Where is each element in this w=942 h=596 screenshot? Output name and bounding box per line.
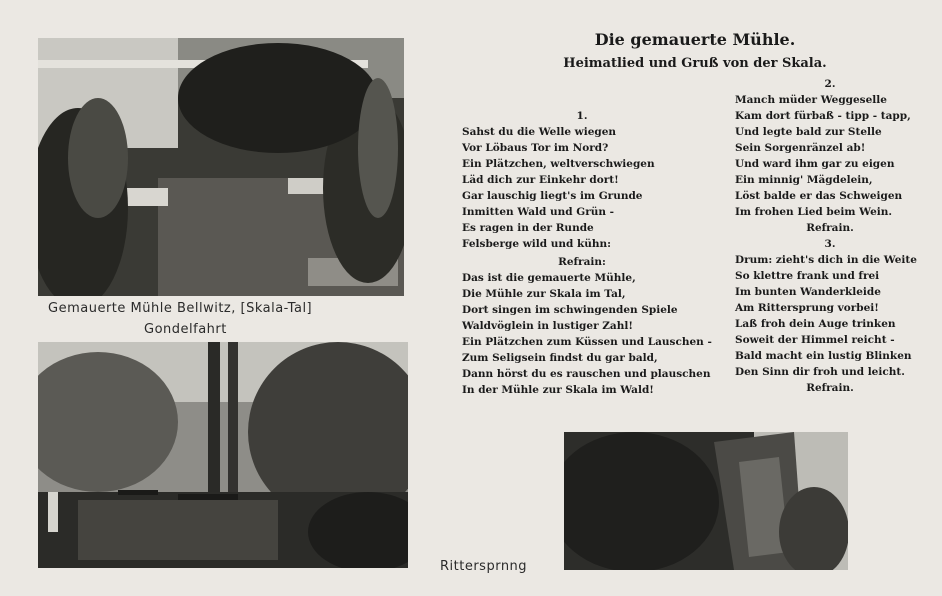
verse-line: Sahst du die Welle wiegen [462, 126, 617, 138]
verse-line: Sein Sorgenränzel ab! [735, 142, 866, 154]
poem-title: Die gemauerte Mühle. [594, 30, 796, 49]
mill-garden-caption: Gemauerte Mühle Bellwitz, [Skala-Tal] [48, 301, 313, 316]
refrain-line: Zum Seligsein findst du gar bald, [462, 352, 658, 364]
poem-subtitle: Heimatlied und Gruß von der Skala. [563, 56, 827, 71]
refrain-line: Das ist die gemauerte Mühle, [462, 272, 636, 284]
verse-line: Im bunten Wanderkleide [735, 286, 881, 298]
verse-line: Und ward ihm gar zu eigen [735, 158, 895, 170]
stanza-number: 3. [824, 238, 836, 250]
verse-line: Inmitten Wald und Grün - [462, 206, 615, 218]
mill-garden-photo [38, 38, 404, 296]
mill-garden-image [38, 38, 404, 296]
verse-line: So klettre frank und frei [735, 270, 880, 282]
verse-line: Läd dich zur Einkehr dort! [462, 174, 619, 186]
verse-line: Ein Plätzchen, weltverschwiegen [462, 158, 655, 170]
stanza-number: 2. [824, 78, 836, 90]
stanza-number: 1. [576, 110, 588, 122]
stanza-1 [462, 108, 712, 398]
rittersprung-image [564, 432, 848, 570]
refrain-label: Refrain: [558, 256, 606, 268]
verse-line: Manch müder Weggeselle [735, 94, 887, 106]
verse-line: Am Rittersprung vorbei! [735, 302, 879, 314]
verse-line: Den Sinn dir froh und leicht. [735, 366, 905, 378]
refrain-line: Ein Plätzchen zum Küssen und Lauschen - [462, 336, 712, 348]
verse-line: Löst balde er das Schweigen [735, 190, 903, 202]
verse-line: Felsberge wild und kühn: [462, 238, 612, 250]
rittersprung-caption: Rittersprnng [440, 559, 528, 574]
boat-ride-photo [38, 342, 408, 568]
verse-line: Soweit der Himmel reicht - [735, 334, 895, 346]
stanza-2 [735, 76, 925, 396]
refrain-label: Refrain. [806, 222, 854, 234]
refrain-label: Refrain. [806, 382, 854, 394]
verse-line: Es ragen in der Runde [462, 222, 594, 234]
verse-line: Ein minnig' Mägdelein, [735, 174, 873, 186]
verse-line: Und legte bald zur Stelle [735, 126, 882, 138]
refrain-line: Die Mühle zur Skala im Tal, [462, 288, 626, 300]
refrain-line: Dann hörst du es rauschen und plauschen [462, 368, 711, 380]
verse-line: Bald macht ein lustig Blinken [735, 350, 912, 362]
verse-line: Im frohen Lied beim Wein. [735, 206, 893, 218]
rittersprung-photo [564, 432, 848, 570]
verse-line: Drum: zieht's dich in die Weite [735, 254, 917, 266]
verse-line: Laß froh dein Auge trinken [735, 318, 896, 330]
refrain-line: Waldvöglein in lustiger Zahl! [462, 320, 633, 332]
refrain-line: Dort singen im schwingenden Spiele [462, 304, 678, 316]
refrain-line: In der Mühle zur Skala im Wald! [462, 384, 654, 396]
boat-ride-image [38, 342, 408, 568]
verse-line: Gar lauschig liegt's im Grunde [462, 190, 643, 202]
verse-line: Vor Löbaus Tor im Nord? [462, 142, 609, 154]
verse-line: Kam dort fürbaß - tipp - tapp, [735, 110, 911, 122]
boat-ride-caption: Gondelfahrt [144, 322, 227, 337]
